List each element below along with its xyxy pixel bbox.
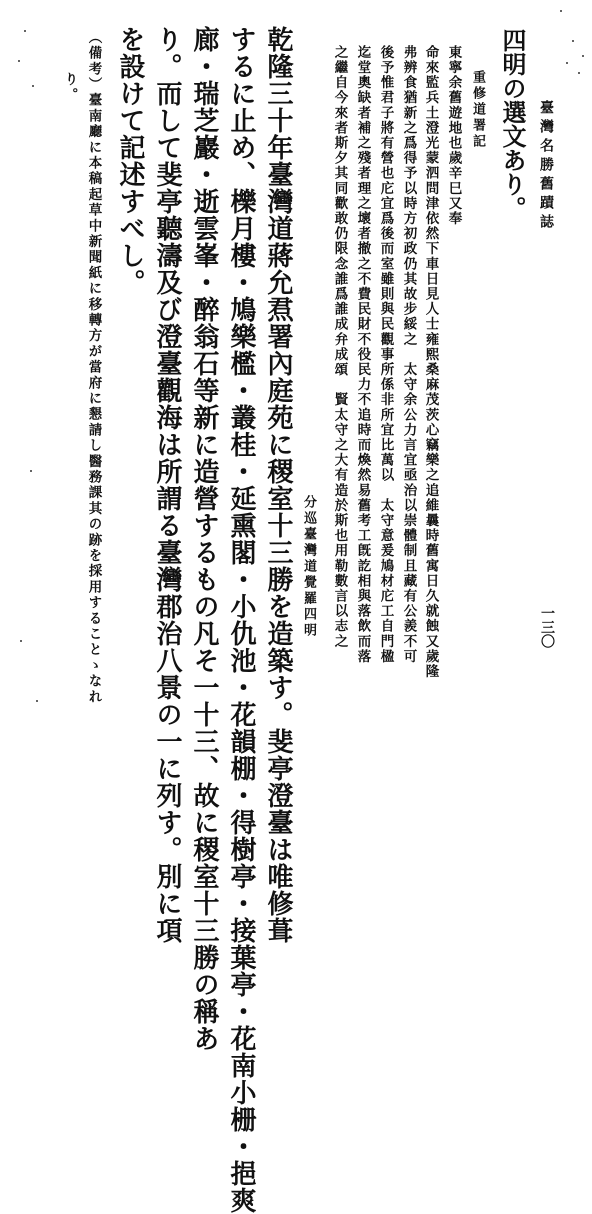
scan-speck [20, 640, 22, 642]
scan-speck [32, 85, 34, 87]
essay-line: 東寧余舊遊地也歲辛巳又奉 [445, 45, 462, 227]
scan-speck [30, 470, 32, 472]
essay-line: 之繼自今來者斯夕其同歡敢仍限念誰爲誰成弁成頌 賢太守之大有造於斯也用勒數言以志之 [331, 45, 348, 649]
main-text-line: を設けて記述すべし。 [115, 26, 145, 296]
essay-line: 弗辨食猶新之爲得予以時方初政仍其故步綏之 太守余公力言宜亟治以崇體制且藏有公羨不可 [400, 45, 417, 665]
essay-line: 命來監兵土澄光蒙泗問津依然下車日見人士雍熙桑麻茂茨心竊樂之追維曩時舊寓日久就蝕又歲隆 [422, 45, 439, 680]
essay-title: 重修道署記 [470, 70, 485, 150]
essay-attribution: 分巡臺灣道覺羅四明 [301, 495, 316, 639]
scan-speck [24, 30, 26, 32]
scan-speck [582, 55, 584, 57]
main-text-line: 乾隆三十年臺灣道蔣允焄署內庭苑に稷室十三勝を造築す。斐亭澄臺は唯修葺 [263, 26, 293, 944]
essay-line: 迄堂奧缺者補之殘者理之壞者撤之不費民財不役民力不追時而煥然易舊考工旣訖相與落飲而落 [354, 45, 371, 665]
footnote: （備考）臺南廳に本稿起草中新聞紙に移轉方が當府に懇請し醫務課其の跡を採用することゝなれ [85, 30, 102, 706]
page-number: 一三〇 [539, 606, 555, 648]
footnote-end: り。 [61, 72, 78, 104]
scan-speck [36, 700, 38, 702]
scan-speck [18, 60, 20, 62]
essay-line: 後予惟君子將有營也庀宜爲後而室雖則與民觀事所係非所宜比萬以 太守意爰鳩材庀工自門楹 [377, 45, 394, 665]
main-text-line: 廊・瑞芝巖・逝雲峯・醉翁石等新に造營するもの凡そ一十三、故に稷室十三勝の稱あ [189, 26, 219, 1052]
main-text-line: り。而して斐亭聽濤及び澄臺觀海は所謂る臺灣郡治八景の一に列す。別に項 [152, 26, 182, 944]
section-heading: 四明の選文あり。 [498, 28, 527, 220]
scan-speck [578, 72, 580, 74]
scan-speck [572, 40, 574, 42]
scan-speck [560, 10, 562, 12]
main-text-line: するに止め、櫟月樓・鳩樂檻・叢桂・延熏閣・小仇池・花韻棚・得樹亭・接葉亭・花南小栅・挹爽 [226, 26, 256, 1214]
running-title: 臺灣名勝舊蹟誌 [538, 100, 554, 233]
scan-speck [566, 62, 568, 64]
